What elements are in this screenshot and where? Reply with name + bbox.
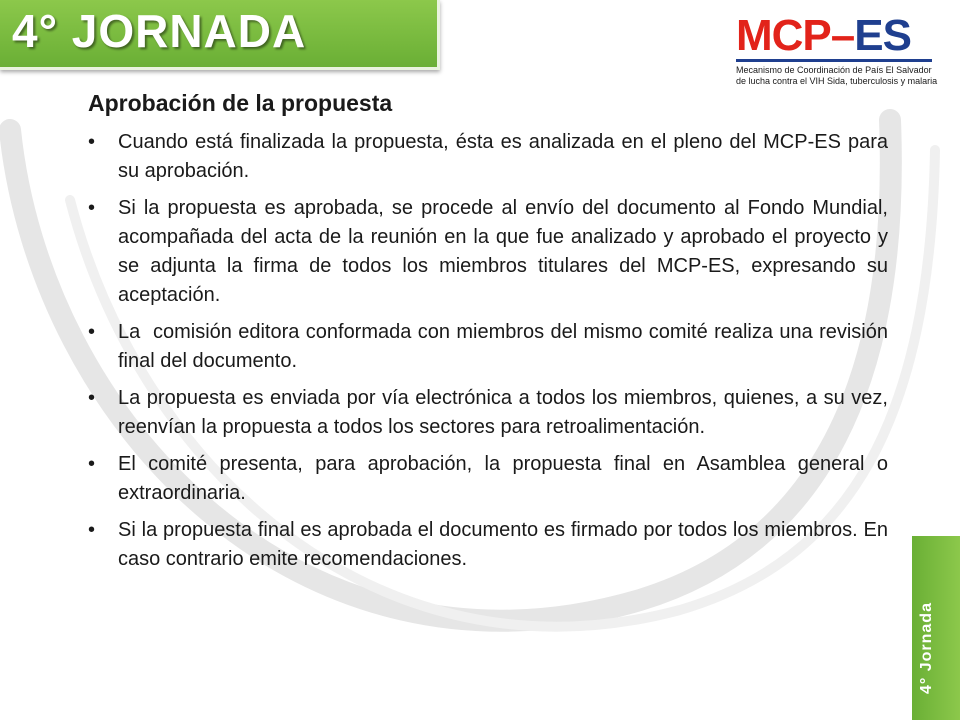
logo-mcp: MCP [736, 11, 831, 60]
bullet-text: La comisión editora conformada con miembros del mismo comité realiza una revisión final del documento. [118, 321, 894, 372]
bullet-text: La propuesta es enviada por vía electrónica a todos los miembros, quienes, a su vez, reenvían la propuesta a todos los sectores para retroalimentación. [118, 387, 888, 438]
list-item [88, 318, 894, 376]
bullet-list [88, 128, 894, 574]
slide-title: 4° JORNADA [12, 5, 307, 57]
bullet-icon: • [88, 197, 96, 219]
section-heading: Aprobación de la propuesta [88, 90, 393, 116]
list-item [88, 194, 888, 310]
bullet-text: Si la propuesta es aprobada, se procede al envío del documento al Fondo Mundial, acompañada del acta de la reunión en la que fue analizado y aprobado el proyecto y se adjunta la firma de todos los miembros titulares del MCP-ES, expresando su aceptación. [118, 197, 888, 306]
logo-subtitle-line1: Mecanismo de Coordinación de País El Salvador [736, 65, 932, 75]
bullet-icon: • [88, 321, 96, 343]
mcp-es-logo [736, 11, 946, 86]
bullet-icon: • [88, 387, 96, 409]
list-item [88, 128, 888, 186]
logo-wordmark [736, 11, 946, 60]
bullet-text: El comité presenta, para aprobación, la propuesta final en Asamblea general o extraordinaria. [118, 453, 888, 504]
logo-subtitle-line2: de lucha contra el VIH Sida, tuberculosis y malaria [736, 76, 938, 86]
slide-content [88, 88, 894, 582]
side-tab [912, 536, 960, 720]
bullet-icon: • [88, 453, 96, 475]
bullet-icon: • [88, 131, 96, 153]
bullet-text: Si la propuesta final es aprobada el documento es firmado por todos los miembros. En caso contrario emite recomendaciones. [118, 519, 888, 570]
list-item [88, 516, 888, 574]
title-banner [0, 0, 440, 70]
logo-dash: – [830, 11, 855, 60]
list-item [88, 384, 888, 442]
side-tab-label: 4° Jornada [918, 602, 935, 694]
bullet-text: Cuando está finalizada la propuesta, ésta es analizada en el pleno del MCP-ES para su aprobación. [118, 131, 888, 182]
bullet-icon: • [88, 519, 96, 541]
logo-es: ES [854, 11, 911, 60]
list-item [88, 450, 888, 508]
